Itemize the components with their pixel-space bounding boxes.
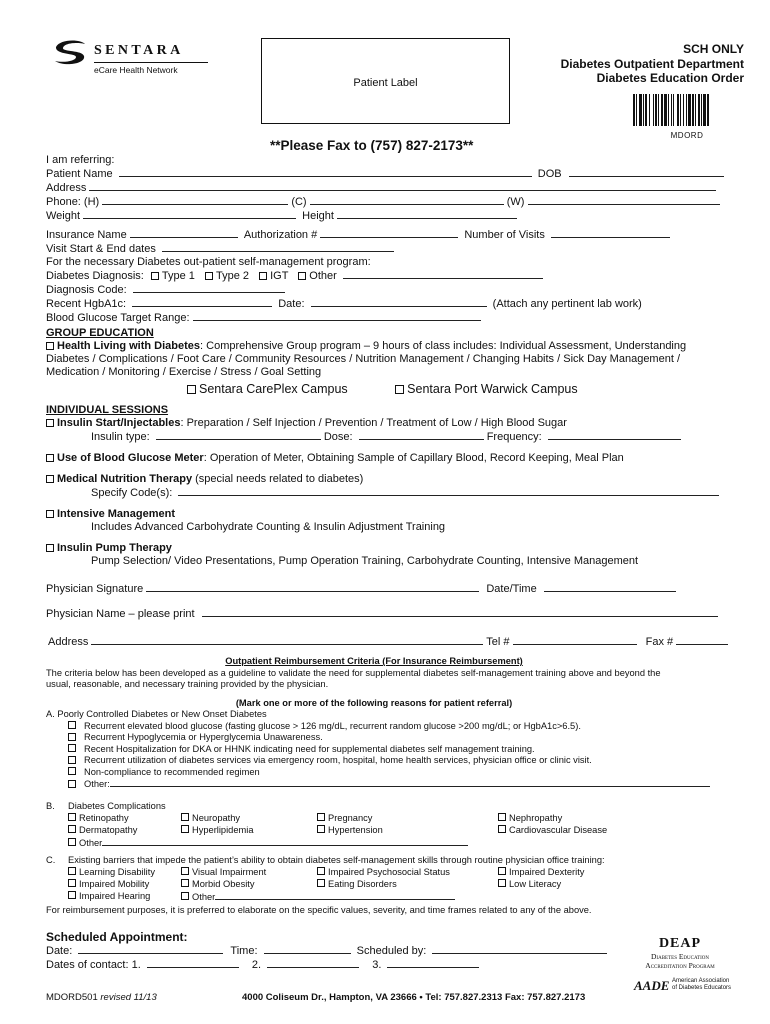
necessary-text: For the necessary Diabetes out-patient self-management program: (46, 256, 371, 268)
type1-label: Type 1 (161, 270, 195, 282)
address-row (46, 181, 726, 195)
physician-name-label: Physician Name – please print (46, 608, 195, 620)
diagnosis-code-label: Diagnosis Code: (46, 284, 127, 296)
other-dx-label: Other (309, 270, 337, 282)
barcode-bar (633, 94, 635, 126)
barcode-text: MDORD (670, 131, 704, 140)
section-c-item (68, 891, 150, 903)
sentara-logo (52, 36, 222, 80)
section-c-item-label: Other (192, 891, 216, 902)
contact-1-field[interactable] (147, 958, 239, 968)
section-b-checkbox[interactable] (317, 825, 325, 833)
section-c-checkbox[interactable] (181, 892, 189, 900)
physician-section (46, 582, 736, 649)
section-a-item-label: Recent Hospitalization for DKA or HHNK indicating need for supplemental diabetes self management training. (84, 743, 535, 754)
insulin-start-checkbox[interactable] (46, 419, 54, 427)
insulin-start-title: Insulin Start/Injectables (57, 417, 181, 429)
dob-field[interactable] (569, 167, 724, 177)
section-a-checkbox[interactable] (68, 767, 76, 775)
pump-title: Insulin Pump Therapy (57, 542, 172, 554)
individual-sessions-section (46, 404, 736, 568)
section-a-item (68, 721, 736, 733)
section-c-item-label: Impaired Dexterity (509, 866, 585, 877)
barcode-bar (649, 94, 650, 126)
hgba1c-label: Recent HgbA1c: (46, 298, 127, 310)
scheduled-section (46, 930, 646, 972)
port-warwick-campus-label: Sentara Port Warwick Campus (407, 382, 578, 396)
section-c-item (181, 879, 255, 891)
height-label: Height (302, 210, 334, 222)
logo-name: SENTARA (94, 43, 184, 58)
physician-address-field[interactable] (91, 635, 483, 645)
section-b-title: Diabetes Complications (68, 800, 166, 811)
section-c-checkbox[interactable] (498, 867, 506, 875)
section-a-checkbox[interactable] (68, 756, 76, 764)
group-program-title: Health Living with Diabetes (57, 340, 201, 352)
visit-dates-label: Visit Start & End dates (46, 243, 156, 255)
section-c-checkbox[interactable] (68, 879, 76, 887)
footer (46, 992, 726, 1003)
section-b-item-label: Nephropathy (509, 812, 563, 823)
meter-title: Use of Blood Glucose Meter (57, 452, 204, 464)
bg-target-field[interactable] (193, 311, 481, 321)
patient-name-field[interactable] (119, 167, 532, 177)
barcode-bar (688, 94, 691, 126)
section-a-item (68, 744, 736, 756)
section-b-checkbox[interactable] (68, 813, 76, 821)
phone-c-label: (C) (291, 196, 307, 208)
section-b-item (317, 825, 383, 837)
visit-dates-row (46, 242, 726, 256)
barcode-bar (643, 94, 644, 126)
barcode-bar (661, 94, 663, 126)
meter-checkbox[interactable] (46, 454, 54, 462)
physician-tel-label: Tel # (486, 636, 510, 648)
section-a-other-field[interactable] (110, 778, 710, 787)
section-c-item (68, 867, 155, 879)
section-a-item (68, 778, 736, 791)
group-program-checkbox[interactable] (46, 342, 54, 350)
address-field[interactable] (89, 181, 716, 191)
deap-title: DEAP (658, 936, 702, 951)
mnt-checkbox[interactable] (46, 475, 54, 483)
barcode-bar (639, 94, 642, 126)
phone-h-label: Phone: (H) (46, 196, 100, 208)
scheduled-date-field[interactable] (78, 944, 223, 954)
reimbursement-title: Outpatient Reimbursement Criteria (For Insurance Reimbursement) (225, 656, 523, 666)
section-b-checkbox[interactable] (68, 838, 76, 846)
contact-2-label: 2. (251, 959, 262, 971)
height-field[interactable] (337, 209, 517, 219)
barcode-bar (683, 94, 684, 126)
physician-tel-field[interactable] (513, 635, 637, 645)
weight-label: Weight (46, 210, 81, 222)
section-a-checkbox[interactable] (68, 744, 76, 752)
section-c-item-label: Learning Disability (79, 866, 155, 877)
reimbursement-section (46, 656, 736, 916)
section-a-checkbox[interactable] (68, 721, 76, 729)
section-c-item-label: Impaired Psychosocial Status (328, 866, 450, 877)
header-line-3: Diabetes Education Order (596, 71, 744, 85)
section-a-checkbox[interactable] (68, 780, 76, 788)
hgba1c-row (46, 297, 726, 311)
form-number: MDORD501 (46, 992, 98, 1003)
section-c-item-label: Eating Disorders (328, 878, 397, 889)
physician-signature-row (46, 582, 736, 596)
barcode-bar (686, 94, 687, 126)
section-b-item-label: Cardiovascular Disease (509, 824, 608, 835)
section-a-item-label: Non-compliance to recommended regimen (84, 766, 260, 777)
section-c-item-label: Impaired Hearing (79, 890, 151, 901)
barcode-bar (645, 94, 647, 126)
section-b-item-label: Hyperlipidemia (192, 824, 254, 835)
phone-c-field[interactable] (310, 195, 504, 205)
pump-row (46, 542, 736, 555)
group-program-row (46, 340, 736, 353)
section-b-checkbox[interactable] (498, 825, 506, 833)
patient-name-row (46, 167, 726, 181)
physician-address-label: Address (48, 636, 89, 648)
physician-signature-label: Physician Signature (46, 583, 144, 595)
footer-address: 4000 Coliseum Dr., Hampton, VA 23666 • Tel: 757.827.2313 Fax: 757.827.2173 (242, 992, 586, 1003)
phone-w-label: (W) (506, 196, 525, 208)
frequency-label: Frequency: (486, 431, 542, 443)
barcode (632, 94, 742, 138)
physician-datetime-field[interactable] (544, 582, 676, 592)
insurance-name-field[interactable] (130, 228, 238, 238)
igt-label: IGT (270, 270, 289, 282)
specify-label: Specify Code(s): (91, 487, 173, 499)
deap-sub-1: Diabetes Education (651, 952, 709, 961)
address-label: Address (46, 182, 87, 194)
section-c-other-field[interactable] (215, 891, 455, 900)
type2-checkbox[interactable] (205, 272, 213, 280)
barcode-bar (698, 94, 700, 126)
section-c-title: Existing barriers that impede the patient’s ability to obtain diabetes self-management skills through routine physician office training: (68, 854, 605, 865)
logo-tagline: eCare Health Network (94, 65, 178, 75)
section-c-checkbox[interactable] (181, 879, 189, 887)
section-b-item (68, 837, 468, 850)
section-c-checkbox[interactable] (317, 879, 325, 887)
elaborate-note: For reimbursement purposes, it is preferred to elaborate on the specific values, severity, and time frames related to any of the above. (46, 904, 592, 915)
patient-label-text: Patient Label (353, 77, 418, 89)
barcode-bar (695, 94, 696, 126)
section-a-item (68, 755, 736, 767)
physician-address-row (46, 635, 736, 649)
authorization-field[interactable] (320, 228, 458, 238)
section-b-item (68, 825, 137, 837)
meter-desc: : Operation of Meter, Obtaining Sample of Capillary Blood, Record Keeping, Meal Plan (203, 452, 624, 464)
section-c-item (181, 867, 266, 879)
barcode-bar (655, 94, 657, 126)
section-a-item-label: Recurrent utilization of diabetes services via emergency room, hospital, home health services, physician office or clinic visit. (84, 755, 592, 765)
physician-signature-field[interactable] (146, 582, 479, 592)
patient-name-label: Patient Name (46, 168, 113, 180)
barcode-bar (703, 94, 706, 126)
visit-dates-field[interactable] (162, 242, 394, 252)
section-b-checkbox[interactable] (181, 813, 189, 821)
pump-desc: Pump Selection/ Video Presentations, Pump Operation Training, Carbohydrate Counting, Intensive Management (91, 555, 639, 567)
section-c-item (68, 879, 149, 891)
mnt-desc: (special needs related to diabetes) (192, 473, 364, 485)
intensive-title: Intensive Management (57, 508, 175, 520)
attach-note: (Attach any pertinent lab work) (492, 298, 642, 310)
scheduled-by-label: Scheduled by: (356, 945, 427, 957)
other-dx-field[interactable] (343, 269, 543, 279)
section-c-item-label: Low Literacy (509, 878, 562, 889)
section-c-item (317, 879, 397, 891)
section-c-checkbox[interactable] (498, 879, 506, 887)
section-c-item (498, 879, 561, 891)
weight-field[interactable] (83, 209, 296, 219)
section-b (46, 801, 736, 849)
igt-checkbox[interactable] (259, 272, 267, 280)
section-a-title: A. Poorly Controlled Diabetes or New Onset Diabetes (46, 709, 267, 719)
section-b-item (68, 813, 129, 825)
campus-row (46, 381, 736, 397)
patient-label-box[interactable] (261, 38, 510, 124)
insurance-name-label: Insurance Name (46, 229, 127, 241)
other-dx-checkbox[interactable] (298, 272, 306, 280)
scheduled-date-label: Date: (46, 945, 73, 957)
barcode-bar (677, 94, 679, 126)
barcode-bar (664, 94, 667, 126)
individual-sessions-heading: INDIVIDUAL SESSIONS (46, 404, 169, 416)
insulin-details-row (46, 430, 736, 444)
scheduled-row (46, 944, 646, 958)
group-education-heading: GROUP EDUCATION (46, 327, 154, 339)
hgba1c-date-field[interactable] (311, 297, 487, 307)
barcode-bar (671, 94, 672, 126)
section-b-item-label: Retinopathy (79, 812, 129, 823)
section-c-item-label: Visual Impairment (192, 866, 267, 877)
insulin-type-field[interactable] (156, 430, 321, 440)
section-b-item (181, 813, 240, 825)
phone-h-field[interactable] (102, 195, 288, 205)
meter-row (46, 452, 736, 465)
group-program-desc-1: : Comprehensive Group program – 9 hours of class includes: Individual Assessment, Understanding (200, 340, 687, 352)
section-c-item (181, 891, 455, 904)
section-b-checkbox[interactable] (181, 825, 189, 833)
bg-target-row (46, 311, 726, 325)
phone-w-field[interactable] (528, 195, 720, 205)
physician-datetime-label: Date/Time (486, 583, 537, 595)
insulin-type-label: Insulin type: (91, 431, 150, 443)
physician-name-row (46, 607, 736, 621)
reimbursement-intro-1: The criteria below has been developed as a guideline to validate the need for supplemental diabetes self-management training above and beyond the (46, 667, 661, 678)
diagnosis-code-row (46, 283, 726, 297)
pump-checkbox[interactable] (46, 544, 54, 552)
section-a-checkbox[interactable] (68, 733, 76, 741)
section-c-checkbox[interactable] (317, 867, 325, 875)
contact-3-field[interactable] (387, 958, 479, 968)
authorization-label: Authorization # (243, 229, 318, 241)
hgba1c-date-label: Date: (278, 298, 305, 310)
group-education-section (46, 327, 736, 397)
section-b-item-label: Neuropathy (192, 812, 241, 823)
section-b-item (181, 825, 254, 837)
specify-field[interactable] (178, 486, 719, 496)
dose-label: Dose: (323, 431, 353, 443)
mark-instruction: (Mark one or more of the following reasons for patient referral) (235, 697, 513, 708)
section-b-other-field[interactable] (102, 837, 468, 846)
section-c-item (498, 867, 584, 879)
form-revised: revised 11/13 (100, 992, 157, 1003)
section-a-item (68, 767, 736, 779)
section-b-item (317, 813, 372, 825)
aade-full-1: American Association (672, 978, 730, 984)
section-a-item-label: Other: (84, 779, 110, 789)
contact-label: Dates of contact: 1. (46, 959, 141, 971)
group-program-desc-3: Medication / Monitoring / Exercise / Stress / Goal Setting (46, 366, 322, 378)
section-c (46, 855, 736, 905)
visits-field[interactable] (551, 228, 670, 238)
careplex-campus-checkbox[interactable] (187, 385, 196, 394)
diagnosis-row (46, 269, 726, 283)
section-c-checkbox[interactable] (181, 867, 189, 875)
logo-rule (94, 62, 208, 63)
section-a-item-label: Recurrent elevated blood glucose (fasting glucose > 126 mg/dL, recurrent random glucose >200 mg/dL; or HgbA1c>6.5). (84, 720, 581, 731)
section-b-item-label: Other (79, 837, 103, 848)
contact-3-label: 3. (372, 959, 382, 971)
header-line-1: SCH ONLY (683, 42, 744, 56)
insurance-row (46, 228, 726, 242)
bg-target-label: Blood Glucose Target Range: (46, 312, 190, 324)
section-c-letter: C. (46, 854, 56, 865)
weight-row (46, 209, 726, 223)
section-c-checkbox[interactable] (68, 891, 76, 899)
section-b-item-label: Dermatopathy (79, 824, 138, 835)
barcode-bar (680, 94, 681, 126)
scheduled-time-label: Time: (230, 945, 258, 957)
section-b-checkbox[interactable] (317, 813, 325, 821)
physician-name-field[interactable] (202, 607, 718, 617)
physician-fax-label: Fax # (645, 636, 674, 648)
barcode-bar (707, 94, 709, 126)
barcode-bars (632, 94, 742, 126)
header-line-2: Diabetes Outpatient Department (560, 56, 744, 71)
section-b-checkbox[interactable] (498, 813, 506, 821)
insulin-start-row (46, 417, 736, 430)
scheduled-by-field[interactable] (432, 944, 607, 954)
section-a-item-label: Recurrent Hypoglycemia or Hyperglycemia Unawareness. (84, 732, 323, 742)
careplex-campus-label: Sentara CarePlex Campus (199, 382, 348, 396)
sentara-swoosh-icon (52, 38, 88, 66)
hgba1c-field[interactable] (132, 297, 272, 307)
scheduled-time-field[interactable] (264, 944, 351, 954)
deap-logo (628, 936, 732, 970)
physician-fax-field[interactable] (676, 635, 728, 645)
barcode-bar (692, 94, 694, 126)
port-warwick-campus-checkbox[interactable] (395, 385, 404, 394)
section-a-list (46, 721, 736, 791)
section-c-checkbox[interactable] (68, 867, 76, 875)
barcode-bar (636, 94, 637, 126)
barcode-bar (653, 94, 654, 126)
insulin-start-desc: : Preparation / Self Injection / Prevention / Treatment of Low / High Blood Sugar (180, 417, 567, 429)
visits-label: Number of Visits (464, 229, 545, 241)
fax-instruction: **Please Fax to (757) 827-2173** (270, 138, 474, 153)
specify-row (46, 486, 736, 500)
barcode-bar (701, 94, 702, 126)
diagnosis-label: Diabetes Diagnosis: (46, 270, 144, 282)
section-b-item-label: Pregnancy (328, 812, 373, 823)
section-b-item (498, 813, 562, 825)
phone-row (46, 195, 726, 209)
diagnosis-code-field[interactable] (133, 283, 285, 293)
dose-field[interactable] (359, 430, 484, 440)
frequency-field[interactable] (548, 430, 681, 440)
dob-label: DOB (537, 168, 562, 180)
intensive-row (46, 508, 736, 521)
section-c-item-label: Morbid Obesity (192, 878, 255, 889)
department-header (561, 42, 744, 86)
section-a-item (68, 732, 736, 744)
deap-sub-2: Accreditation Program (645, 961, 715, 970)
section-b-letter: B. (46, 800, 55, 811)
section-b-item-label: Hypertension (328, 824, 383, 835)
reimbursement-intro-2: usual, reasonable, and necessary training provided by the physician. (46, 679, 329, 689)
contact-row (46, 958, 646, 972)
section-c-item-label: Impaired Mobility (79, 878, 150, 889)
type2-label: Type 2 (216, 270, 250, 282)
aade-mark: AADE (634, 978, 670, 993)
i-am-referring: I am referring: (46, 154, 115, 166)
group-program-desc-2: Diabetes / Complications / Foot Care / Community Resources / Nutrition Management / Changing Habits / Sick Day Management / (46, 353, 680, 365)
intensive-checkbox[interactable] (46, 510, 54, 518)
referral-section (46, 154, 726, 325)
contact-2-field[interactable] (267, 958, 359, 968)
aade-full-2: of Diabetes Educators (672, 985, 732, 991)
intensive-desc: Includes Advanced Carbohydrate Counting & Insulin Adjustment Training (91, 521, 446, 533)
barcode-bar (668, 94, 669, 126)
barcode-bar (673, 94, 674, 126)
type1-checkbox[interactable] (151, 272, 159, 280)
section-c-item (317, 867, 450, 879)
mnt-title: Medical Nutrition Therapy (57, 473, 193, 485)
section-b-item (498, 825, 607, 837)
mnt-row (46, 473, 736, 486)
barcode-bar (658, 94, 659, 126)
section-b-checkbox[interactable] (68, 825, 76, 833)
scheduled-heading: Scheduled Appointment: (46, 930, 188, 944)
